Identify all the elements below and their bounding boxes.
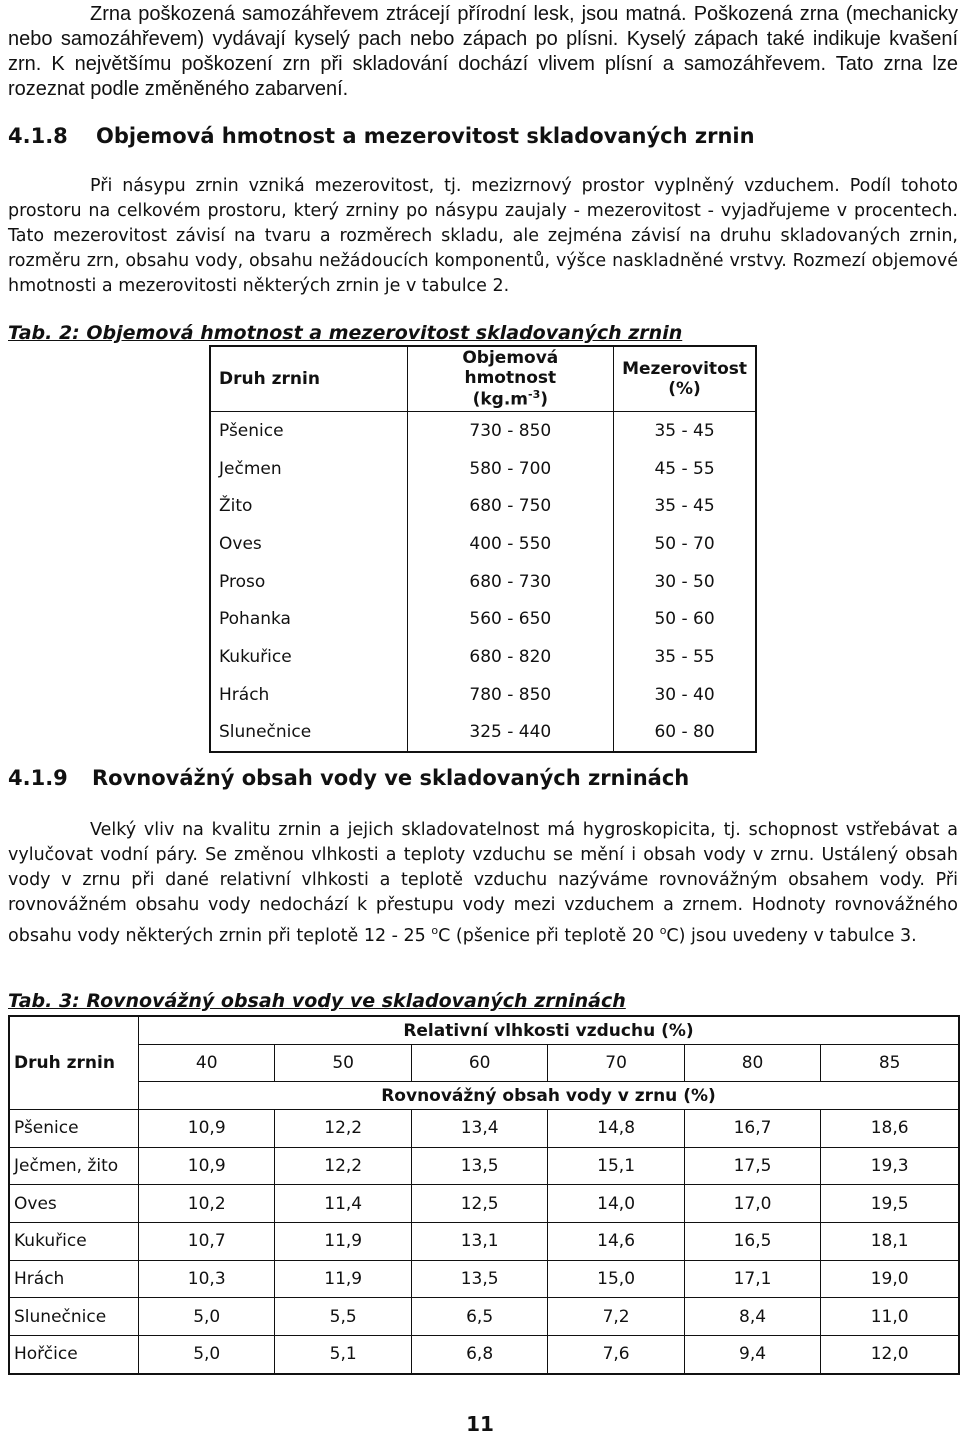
humidity-value: 40 [139, 1045, 275, 1082]
table-row: Oves 10,2 11,4 12,5 14,0 17,0 19,5 [9, 1185, 959, 1223]
table-row: Slunečnice 325 - 440 60 - 80 [210, 714, 756, 753]
table3 [8, 1015, 960, 1375]
humidity-value: 70 [548, 1045, 684, 1082]
section-title: Objemová hmotnost a mezerovitost skladovaných zrnin [96, 124, 755, 148]
table2-header-density: Objemová hmotnost $(kg.m^{-3})$ [407, 346, 614, 412]
section-4-1-9-text: Velký vliv na kvalitu zrnin a jejich skladovatelnost má hygroskopicita, tj. schopnost vstřebávat a vylučovat vodní páry. Se změnou vlhkosti a teploty vzduchu se mění i obsah vody v zrnu. Ustálený obsah vody v zrnu při dané relativní vlhkosti a teplotě vzduchu nazýváme rovnovážným obsahem vody. Při rovnovážném obsahu vody nedochází k přestupu vody mezi vzduchem a zrnem. Hodnoty rovnovážného obsahu vody některých zrnin při teplotě 12 - 25 $^o$C (pšenice při teplotě 20 $^o$C) jsou uvedeny v tabulce 3. [8, 820, 958, 946]
table-row: Hrách 780 - 850 30 - 40 [210, 676, 756, 714]
table2-header-porosity: Mezerovitost (%) [614, 346, 756, 412]
section-4-1-8-text: Při násypu zrnin vzniká mezerovitost, tj. mezizrnový prostor vyplněný vzduchem. Podíl tohoto prostoru na celkovém prostoru, který zrniny po násypu zaujaly - mezerovitost - vyjadřujeme v procentech. Tato mezerovitost závisí na tvaru a rozměrech skladu, ale zejména závisí na druhu skladovaných zrnin, rozměru zrn, obsahu vody, obsahu nežádoucích komponentů, výšce naskladněné vrstvy. Rozmezí objemové hmotnosti a mezerovitosti některých zrnin je v tabulce 2. [8, 176, 958, 296]
table-row: Pšenice 730 - 850 35 - 45 [210, 412, 756, 450]
section-number: 4.1.8 [8, 124, 68, 148]
table2-header-species: Druh zrnin [210, 346, 407, 412]
table-row: Oves 400 - 550 50 - 70 [210, 525, 756, 563]
table-row: Hořčice 5,0 5,1 6,8 7,6 9,4 12,0 [9, 1336, 959, 1374]
page-number: 11 [466, 1412, 494, 1436]
table-row: Kukuřice 680 - 820 35 - 55 [210, 638, 756, 676]
humidity-value: 85 [821, 1045, 959, 1082]
table3-caption: Tab. 3: Rovnovážný obsah vody ve skladovaných zrninách [8, 990, 626, 1012]
table3-header-humidity: Relativní vlhkosti vzduchu (%) [139, 1016, 960, 1045]
table3-header-species: Druh zrnin [9, 1016, 139, 1110]
table-row: Pšenice 10,9 12,2 13,4 14,8 16,7 18,6 [9, 1110, 959, 1148]
table-row: Ječmen 580 - 700 45 - 55 [210, 450, 756, 488]
table2 [209, 345, 757, 753]
humidity-value: 60 [411, 1045, 547, 1082]
section-title: Rovnovážný obsah vody ve skladovaných zrninách [92, 766, 690, 790]
section-4-1-8-paragraph [8, 174, 958, 299]
table-row: Kukuřice 10,7 11,9 13,1 14,6 16,5 18,1 [9, 1223, 959, 1261]
intro-text: Zrna poškozená samozáhřevem ztrácejí přírodní lesk, jsou matná. Poškozená zrna (mechanicky nebo samozáhřevem) vydávají kyselý pach nebo zápach po plísni. Kyselý zápach také indikuje kvašení zrn. K největšímu poškození zrn při skladování dochází vlivem plísní a samozáhřevem. Tato zrna lze rozeznat podle změněného zabarvení. [8, 3, 958, 100]
section-4-1-9-paragraph [8, 818, 958, 949]
humidity-value: 50 [275, 1045, 411, 1082]
intro-paragraph [8, 2, 958, 102]
table-row: Pohanka 560 - 650 50 - 60 [210, 600, 756, 638]
table3-header-content: Rovnovážný obsah vody v zrnu (%) [139, 1082, 960, 1110]
section-heading-4-1-9 [8, 766, 689, 790]
table-row: Hrách 10,3 11,9 13,5 15,0 17,1 19,0 [9, 1260, 959, 1298]
table-row: Slunečnice 5,0 5,5 6,5 7,2 8,4 11,0 [9, 1298, 959, 1336]
table-row: Žito 680 - 750 35 - 45 [210, 487, 756, 525]
table-row: Ječmen, žito 10,9 12,2 13,5 15,1 17,5 19,3 [9, 1147, 959, 1185]
table2-caption: Tab. 2: Objemová hmotnost a mezerovitost skladovaných zrnin [8, 322, 683, 344]
humidity-value: 80 [684, 1045, 820, 1082]
section-heading-4-1-8 [8, 124, 755, 148]
table-row: Proso 680 - 730 30 - 50 [210, 563, 756, 601]
section-number: 4.1.9 [8, 766, 68, 790]
